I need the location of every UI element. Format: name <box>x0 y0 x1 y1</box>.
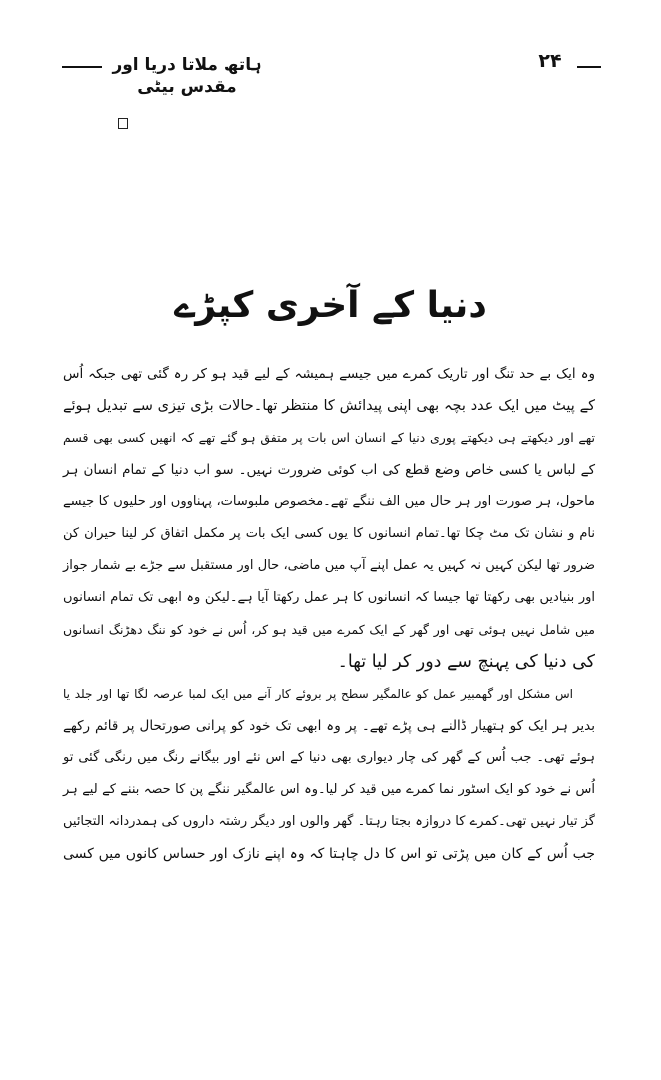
text-line: بدیر ہر ایک کو ہتھیار ڈالنے ہی پڑے تھے۔ پر وہ ابھی تک خود کو پرانی صورتحال پر قائم رکھے <box>63 718 595 734</box>
text-line: نام و نشان تک مٹ چکا تھا۔تمام انسانوں کا یوں کسی ایک بات پر مکمل اتفاق کر لینا حیران کن <box>63 526 595 541</box>
text-line: اس مشکل اور گھمبیر عمل کو عالمگیر سطح پر بروئے کار آنے میں ایک لمبا عرصہ لگا تھا اور جلد یا <box>63 687 573 701</box>
text-line: وہ ایک بے حد تنگ اور تاریک کمرے میں جیسے ہمیشہ کے لیے قید ہو کر رہ گئی تھی جبکہ اُس <box>63 366 595 382</box>
text-line: تھے اور دیکھتے ہی دیکھتے پوری دنیا کے انسان اس بات پر متفق ہو گئے تھے کہ انھیں کسی بھی قسم <box>63 430 595 445</box>
header-rule-left <box>577 66 601 68</box>
checkbox-icon <box>118 118 128 129</box>
text-line: کی دنیا کی پہنچ سے دور کر لیا تھا۔ <box>337 652 595 672</box>
text-line: ہوئے تھی۔ جب اُس کے گھر کی چار دیواری بھی دنیا کے اس نئے اور بیگانے رنگ میں رنگی گئی تو <box>63 750 595 765</box>
text-line: اُس نے خود کو ایک اسٹور نما کمرے میں قید کر لیا۔وہ اس عالمگیر ننگے پن کا حصہ بننے کے لیے ہر <box>63 782 595 797</box>
chapter-title: دنیا کے آخری کپڑے <box>174 285 487 326</box>
page-number: ۲۴ <box>538 50 562 72</box>
text-line: ضرور تھا لیکن کہیں نہ کہیں یہ عمل اپنے آپ میں ماضی، حال اور مستقبل سے جڑے بے شمار جواز <box>63 558 595 573</box>
text-line: کے لباس یا کسی خاص وضع قطع کی اب کوئی ضرورت نہیں۔ سو اب دنیا کے تمام انسان ہر <box>63 462 595 478</box>
text-line: ماحول، ہر صورت اور ہر حال میں الف ننگے تھے۔مخصوص ملبوسات، پہناووں اور حلیوں کا جیسے <box>63 494 595 509</box>
header-rule-right <box>62 66 102 68</box>
text-line: گز تیار نہیں تھی۔کمرے کا دروازہ بجتا رہتا۔ گھر والوں اور دیگر رشتہ داروں کی ہمدردانہ التجائیں <box>63 814 595 829</box>
text-line: اور بنیادیں بھی رکھتا تھا جیسا کہ انسانوں کا ہر عمل رکھتا آیا ہے۔لیکن وہ ابھی تک تمام انسانوں <box>63 590 595 605</box>
text-line: میں شامل نہیں ہوئی تھی اور گھر کے ایک کمرے میں قید ہو کر، اُس نے خود کو ننگ دھڑنگ انسانوں <box>63 622 595 637</box>
running-title: ہاتھ ملاتا دریا اور مقدس بیٹی <box>112 55 262 97</box>
body-text <box>63 358 595 870</box>
text-line: کے پیٹ میں ایک عدد بچہ بھی اپنی پیدائش کا منتظر تھا۔حالات بڑی تیزی سے تبدیل ہوئے <box>63 398 595 414</box>
text-line: جب اُس کے کان میں پڑتی تو اس کا دل چاہتا کہ وہ اپنے نازک اور حساس کانوں میں کسی <box>63 846 595 862</box>
